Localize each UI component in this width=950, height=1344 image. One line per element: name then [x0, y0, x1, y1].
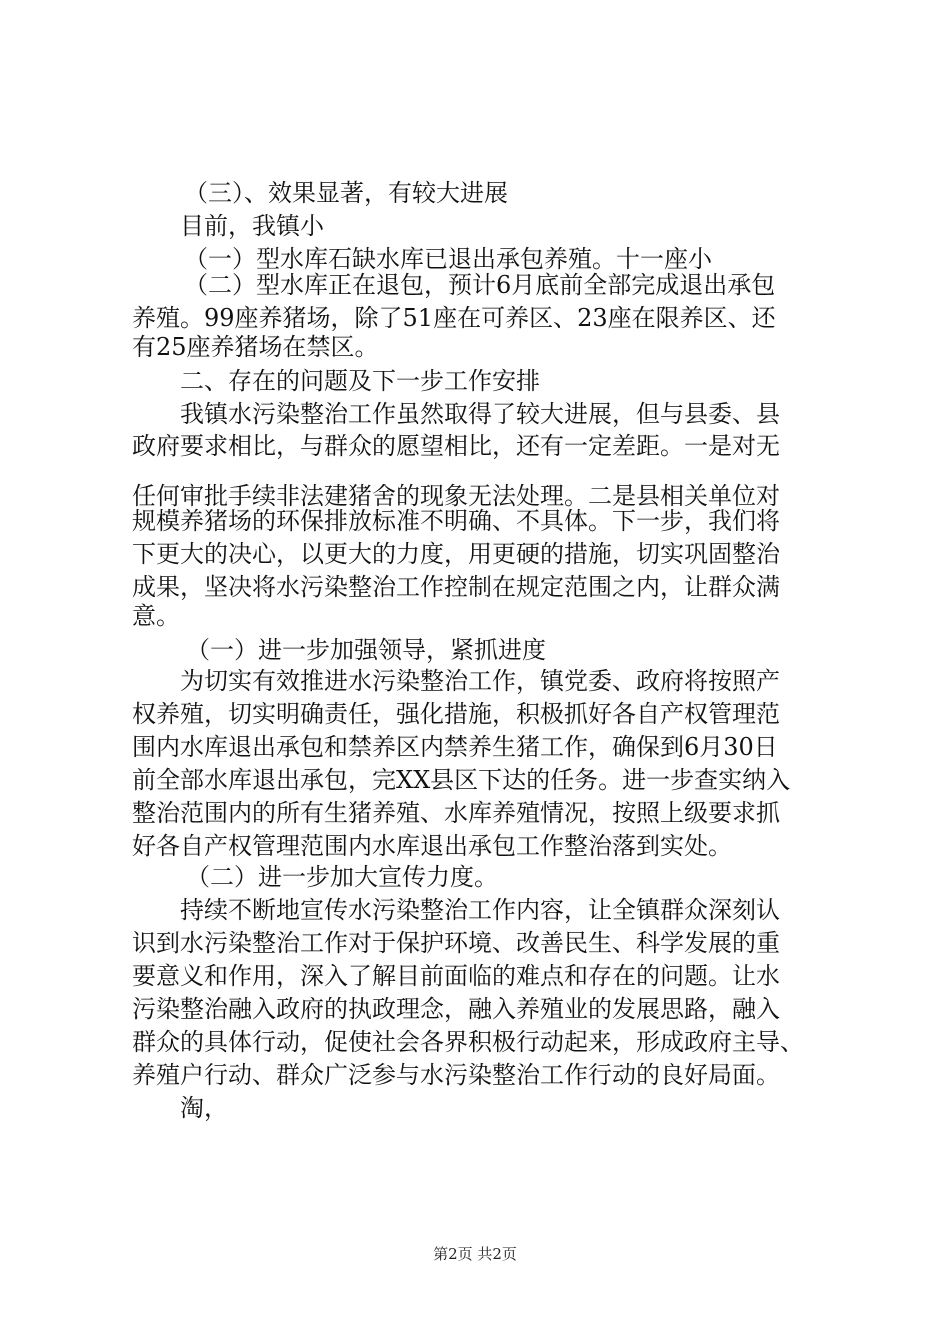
sub-heading: （一）进一步加强领导，紧抓进度 [186, 636, 546, 664]
paragraph-line: 好各自产权管理范围内水库退出承包工作整治落到实处。 [132, 832, 732, 860]
paragraph-line: 任何审批手续非法建猪舍的现象无法处理。二是县相关单位对 [132, 482, 780, 510]
paragraph-line: （一）型水库石缺水库已退出承包养殖。十一座小 [184, 245, 712, 273]
paragraph-line: 要意义和作用，深入了解目前面临的难点和存在的问题。让水 [132, 962, 780, 990]
paragraph-line: 养殖户行动、群众广泛参与水污染整治工作行动的良好局面。 [132, 1061, 780, 1089]
paragraph-line: 意。 [132, 602, 180, 630]
paragraph-line: 群众的具体行动，促使社会各界积极行动起来，形成政府主导、 [132, 1028, 804, 1056]
paragraph-line: 持续不断地宣传水污染整治工作内容，让全镇群众深刻认 [180, 896, 780, 924]
paragraph-line: 我镇水污染整治工作虽然取得了较大进展，但与县委、县 [180, 400, 780, 428]
sub-heading: （二）进一步加大宣传力度。 [186, 863, 498, 891]
paragraph-line: 下更大的决心，以更大的力度，用更硬的措施，切实巩固整治 [132, 540, 780, 568]
paragraph-line: 围内水库退出承包和禁养区内禁养生猪工作，确保到6月30日 [132, 733, 778, 761]
paragraph-line: 污染整治融入政府的执政理念，融入养殖业的发展思路，融入 [132, 995, 780, 1023]
paragraph-line: 养殖。99座养猪场，除了51座在可养区、23座在限养区、还 [132, 304, 776, 332]
paragraph-line: 成果，坚决将水污染整治工作控制在规定范围之内，让群众满 [132, 573, 780, 601]
section-heading: 二、存在的问题及下一步工作安排 [180, 367, 540, 395]
paragraph-line: （二）型水库正在退包，预计6月底前全部完成退出承包 [184, 271, 776, 299]
paragraph-line: 权养殖，切实明确责任，强化措施，积极抓好各自产权管理范 [132, 700, 780, 728]
paragraph-line: 整治范围内的所有生猪养殖、水库养殖情况，按照上级要求抓 [132, 799, 780, 827]
paragraph-line: 为切实有效推进水污染整治工作，镇党委、政府将按照产 [180, 667, 780, 695]
paragraph-line: 目前，我镇小 [180, 212, 324, 240]
page-number-footer: 第2页 共2页 [433, 1245, 517, 1263]
paragraph-line: 政府要求相比，与群众的愿望相比，还有一定差距。一是对无 [132, 432, 780, 460]
paragraph-line: 有25座养猪场在禁区。 [132, 333, 379, 361]
paragraph-line: 淘， [180, 1094, 228, 1122]
section-heading: （三）、效果显著，有较大进展 [184, 179, 508, 207]
paragraph-line: 前全部水库退出承包，完XX县区下达的任务。进一步查实纳入 [132, 766, 791, 794]
paragraph-line: 规模养猪场的环保排放标准不明确、不具体。下一步，我们将 [132, 507, 780, 535]
paragraph-line: 识到水污染整治工作对于保护环境、改善民生、科学发展的重 [132, 929, 780, 957]
